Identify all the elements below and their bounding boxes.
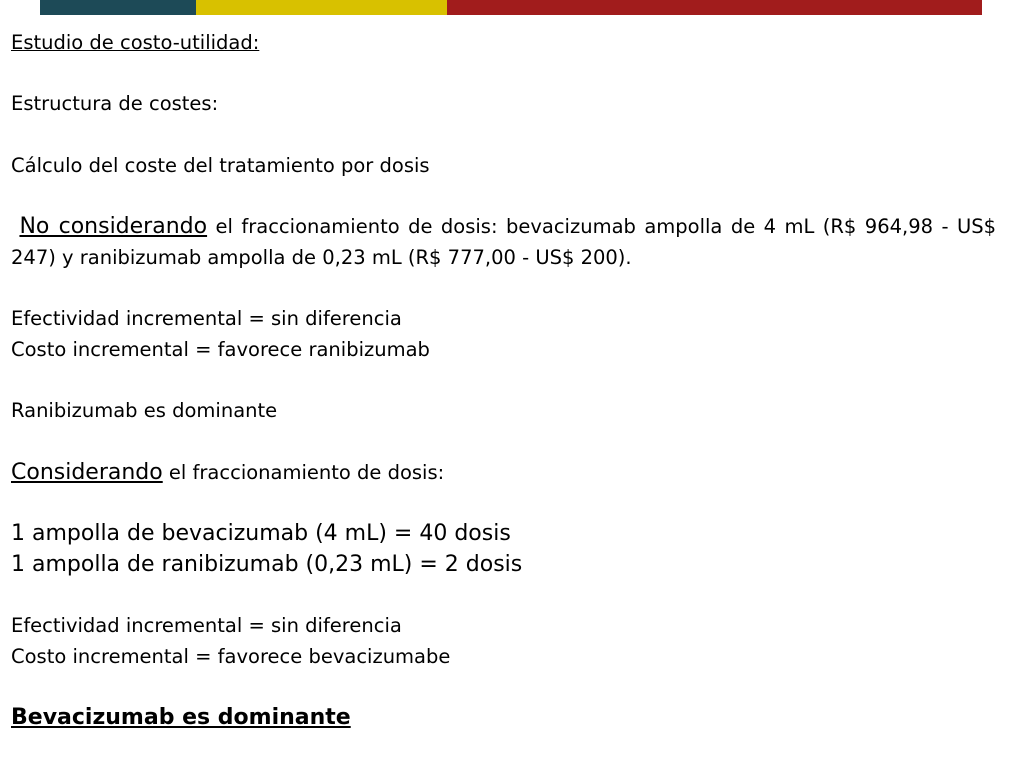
slide-body [11,28,996,734]
scenario1-effectiveness: Efectividad incremental = sin diferencia [11,307,402,331]
scenario2-paragraph [11,458,996,489]
cost-structure-label: Estructura de costes: [11,92,219,116]
scenario2-lead: Considerando [11,459,163,485]
scenario1-lead: No considerando [19,214,208,240]
calc-title: Cálculo del coste del tratamiento por dosis [11,153,430,177]
scenario1-cost: Costo incremental = favorece ranibizumab [11,337,430,361]
accent-teal-segment [40,0,196,15]
accent-red-segment [447,0,982,15]
scenario1-conclusion: Ranibizumab es dominante [11,399,278,423]
scenario2-effectiveness: Efectividad incremental = sin diferencia [11,614,402,638]
dose-ranibizumab: 1 ampolla de ranibizumab (0,23 mL) = 2 dosis [11,551,523,577]
dose-bevacizumab: 1 ampolla de bevacizumab (4 mL) = 40 dosis [11,521,511,547]
accent-yellow-segment [196,0,447,15]
scenario2-conclusion: Bevacizumab es dominante [11,705,351,731]
top-accent-bar [40,0,982,15]
scenario2-text: el fraccionamiento de dosis: [162,460,445,484]
scenario2-cost: Costo incremental = favorece bevacizumabe [11,644,451,668]
scenario1-paragraph [11,212,996,273]
scenario1-text: el fraccionamiento de dosis: bevacizumab ampolla de 4 mL (R$ 964,98 - US$ 247) y ranibizumab ampolla de 0,23 mL (R$ 777,00 - US$ 200). [11,215,996,269]
slide-heading: Estudio de costo-utilidad: [11,31,260,54]
